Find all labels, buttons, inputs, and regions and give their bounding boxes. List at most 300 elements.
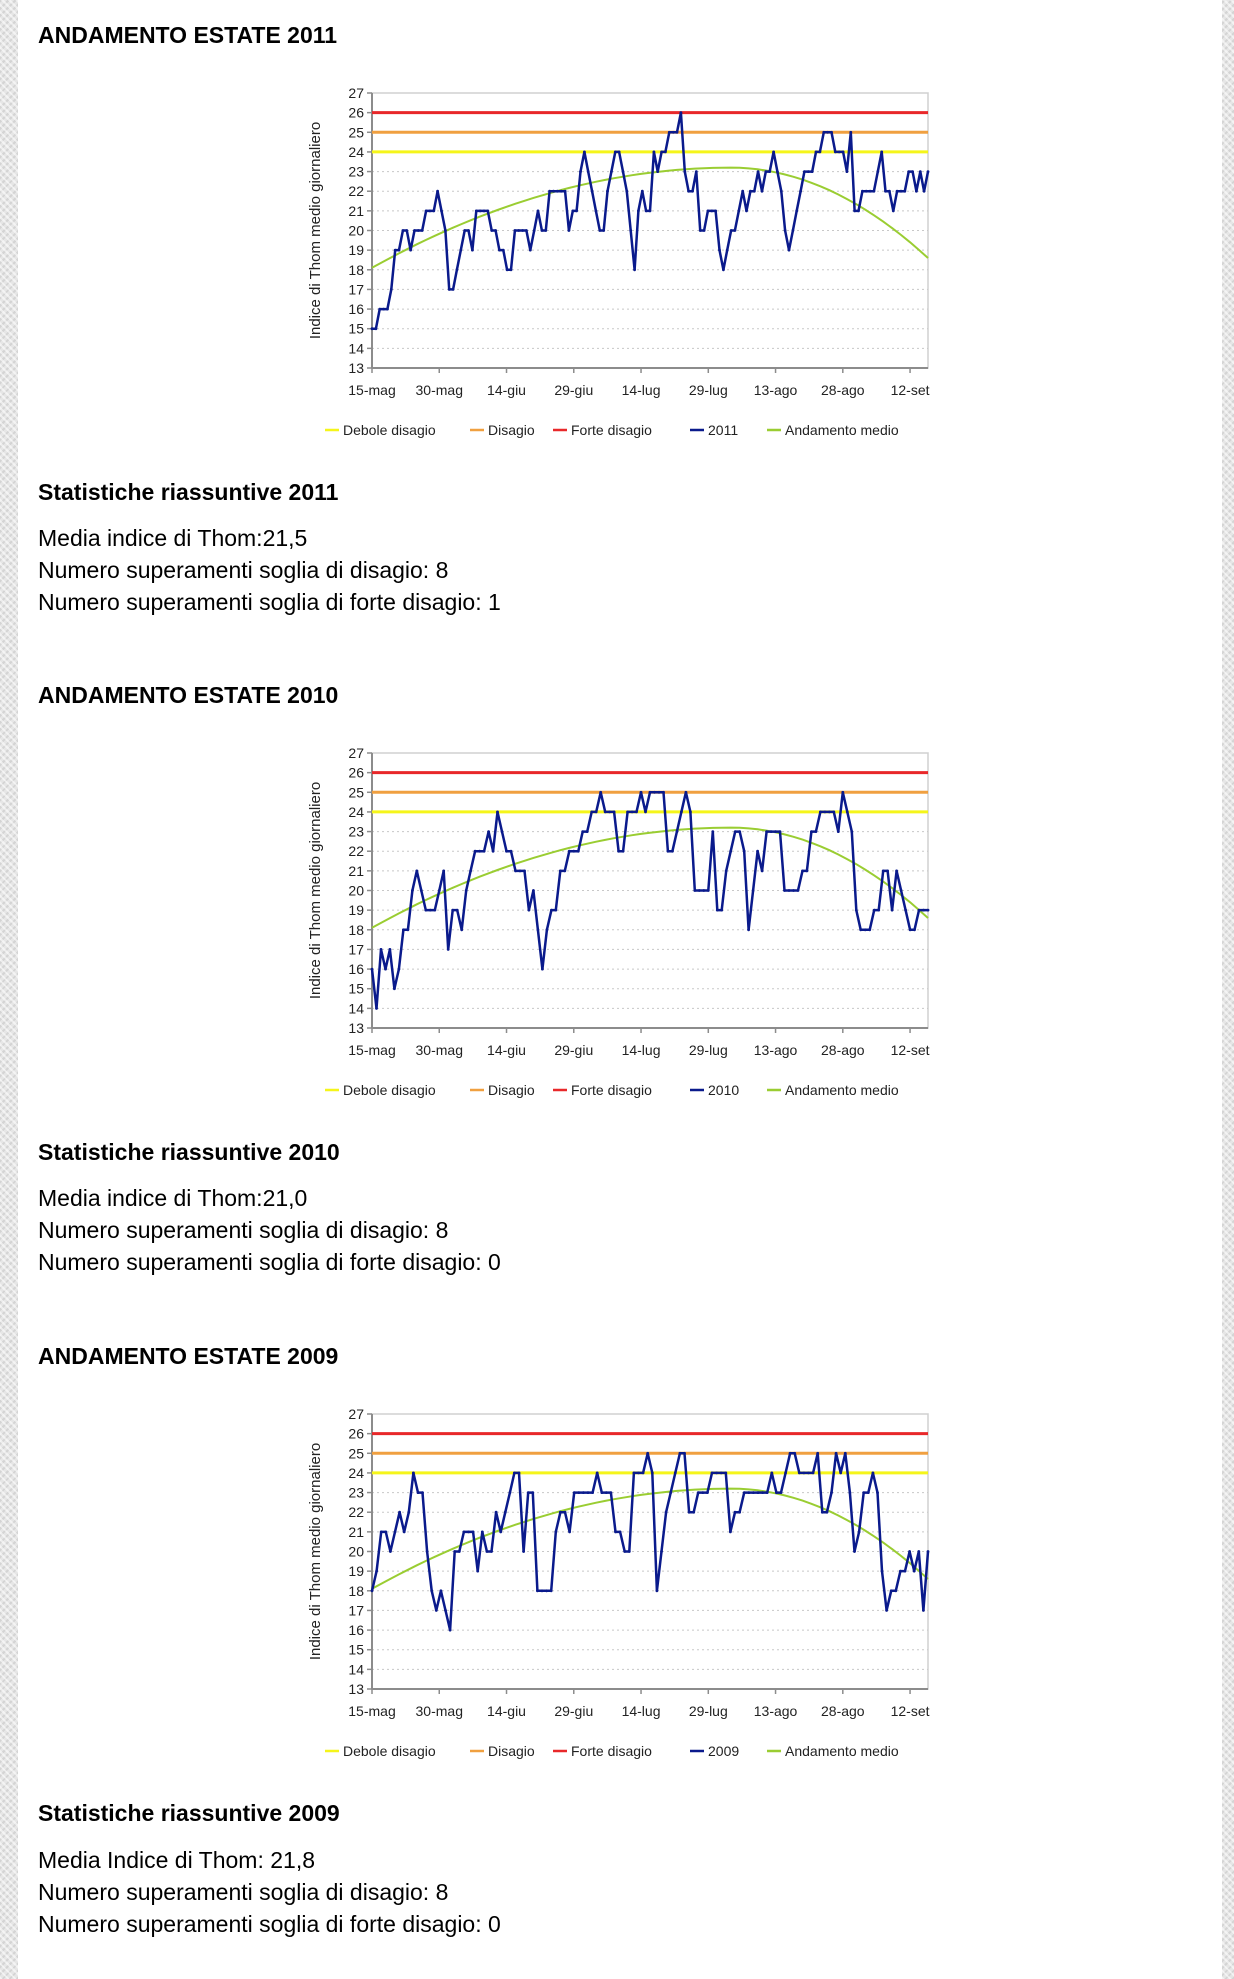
- data-point: [407, 1511, 410, 1514]
- y-tick-label: 26: [348, 764, 364, 781]
- data-point: [838, 151, 841, 154]
- data-point: [421, 1491, 424, 1494]
- data-point: [765, 830, 768, 833]
- data-point: [463, 229, 466, 232]
- data-point: [915, 190, 918, 193]
- data-point: [564, 190, 567, 193]
- data-point: [864, 928, 867, 931]
- data-point: [417, 1491, 420, 1494]
- y-tick-label: 20: [348, 222, 364, 239]
- data-point: [772, 151, 775, 154]
- data-point: [819, 151, 822, 154]
- data-point: [402, 928, 405, 931]
- data-point: [513, 1472, 516, 1475]
- data-point: [622, 170, 625, 173]
- legend-debole-disagio: [325, 1743, 436, 1759]
- data-point: [927, 170, 930, 173]
- data-point: [803, 1472, 806, 1475]
- y-tick-label: 21: [348, 1523, 364, 1540]
- data-point: [371, 1589, 374, 1592]
- data-point: [876, 170, 879, 173]
- y-tick-label: 19: [348, 1563, 364, 1580]
- data-point: [922, 909, 925, 912]
- data-point: [734, 830, 737, 833]
- data-point: [403, 1531, 406, 1534]
- data-point: [606, 190, 609, 193]
- data-point: [907, 170, 910, 173]
- data-point: [456, 909, 459, 912]
- data-point: [830, 131, 833, 134]
- data-point: [459, 249, 462, 252]
- legend-label: Disagio: [488, 1743, 535, 1759]
- data-point: [651, 1472, 654, 1475]
- data-point: [444, 1609, 447, 1612]
- data-point: [384, 968, 387, 971]
- data-point: [649, 210, 652, 213]
- legend-disagio: [470, 1082, 535, 1098]
- data-point: [904, 909, 907, 912]
- y-tick-label: 26: [348, 104, 364, 121]
- legend-label: Debole disagio: [343, 422, 436, 438]
- data-point: [451, 909, 454, 912]
- x-tick-label: 14-lug: [621, 1042, 661, 1058]
- data-point: [536, 1589, 539, 1592]
- data-point: [795, 210, 798, 213]
- data-point: [440, 210, 443, 213]
- data-point: [927, 1550, 930, 1553]
- x-tick-label: 30-mag: [415, 382, 463, 398]
- data-point: [830, 1491, 833, 1494]
- data-point: [837, 830, 840, 833]
- data-point: [835, 1452, 838, 1455]
- legend-label: 2009: [708, 1743, 740, 1759]
- data-point: [622, 850, 625, 853]
- data-point: [623, 1550, 626, 1553]
- data-point: [922, 1609, 925, 1612]
- data-point: [667, 850, 670, 853]
- data-point: [788, 249, 791, 252]
- data-point: [890, 1589, 893, 1592]
- legend-label: Forte disagio: [571, 422, 652, 438]
- data-point: [768, 170, 771, 173]
- data-point: [469, 870, 472, 873]
- data-point: [572, 850, 575, 853]
- data-point: [842, 151, 845, 154]
- data-point: [734, 229, 737, 232]
- data-point: [378, 308, 381, 311]
- legend-andamento-medio: [767, 1082, 899, 1098]
- data-point: [779, 830, 782, 833]
- data-point: [560, 190, 563, 193]
- data-point: [476, 1570, 479, 1573]
- data-point: [487, 830, 490, 833]
- data-point: [859, 928, 862, 931]
- data-point: [541, 968, 544, 971]
- data-point: [741, 190, 744, 193]
- data-point: [577, 850, 580, 853]
- data-point: [527, 1491, 530, 1494]
- data-point: [475, 210, 478, 213]
- legend-forte-disagio: [553, 422, 652, 438]
- x-tick-label: 30-mag: [415, 1703, 463, 1719]
- data-point: [685, 791, 688, 794]
- data-point: [695, 170, 698, 173]
- data-point: [689, 811, 692, 814]
- data-point: [494, 229, 497, 232]
- data-point: [405, 229, 408, 232]
- data-point: [766, 1491, 769, 1494]
- data-point: [918, 909, 921, 912]
- y-tick-label: 15: [348, 1641, 364, 1658]
- y-tick-label: 25: [348, 784, 364, 801]
- section-title-2009: ANDAMENTO ESTATE 2009: [38, 1343, 339, 1369]
- data-point: [726, 249, 729, 252]
- data-point: [761, 1491, 764, 1494]
- data-point: [398, 1511, 401, 1514]
- data-point: [846, 811, 849, 814]
- data-point: [483, 850, 486, 853]
- data-point: [715, 1472, 718, 1475]
- data-point: [568, 850, 571, 853]
- legend-disagio: [470, 422, 535, 438]
- data-point: [668, 131, 671, 134]
- data-point: [389, 948, 392, 951]
- data-point: [801, 870, 804, 873]
- data-point: [798, 1472, 801, 1475]
- data-point: [671, 850, 674, 853]
- data-point: [676, 830, 679, 833]
- data-point: [789, 1452, 792, 1455]
- chart-2009: [300, 1391, 940, 1771]
- data-point: [608, 811, 611, 814]
- y-tick-label: 16: [348, 961, 364, 978]
- y-tick-label: 22: [348, 1504, 364, 1521]
- data-point: [911, 170, 914, 173]
- data-point: [380, 948, 383, 951]
- x-tick-label: 28-ago: [821, 1703, 865, 1719]
- data-point: [917, 1550, 920, 1553]
- data-point: [707, 889, 710, 892]
- legend-label: Andamento medio: [785, 422, 899, 438]
- data-point: [371, 327, 374, 330]
- data-point: [701, 1491, 704, 1494]
- y-tick-label: 27: [348, 85, 364, 101]
- data-point: [591, 190, 594, 193]
- data-point: [747, 928, 750, 931]
- y-tick-label: 14: [348, 1661, 364, 1678]
- data-point: [784, 229, 787, 232]
- data-point: [896, 190, 899, 193]
- data-point: [895, 870, 898, 873]
- data-point: [501, 830, 504, 833]
- data-point: [861, 190, 864, 193]
- data-point: [438, 889, 441, 892]
- data-point: [637, 210, 640, 213]
- y-tick-label: 18: [348, 261, 364, 278]
- data-point: [776, 170, 779, 173]
- data-point: [628, 1550, 631, 1553]
- x-tick-label: 14-lug: [621, 382, 661, 398]
- data-point: [529, 249, 532, 252]
- data-point: [775, 1491, 778, 1494]
- data-point: [452, 288, 455, 291]
- data-point: [502, 249, 505, 252]
- data-point: [844, 1452, 847, 1455]
- data-point: [600, 1491, 603, 1494]
- data-point: [426, 1550, 429, 1553]
- data-point: [453, 1550, 456, 1553]
- data-point: [774, 830, 777, 833]
- data-point: [496, 811, 499, 814]
- data-point: [803, 170, 806, 173]
- data-point: [888, 190, 891, 193]
- stats-title-2010: Statistiche riassuntive 2010: [38, 1139, 340, 1165]
- data-point: [537, 210, 540, 213]
- data-point: [826, 131, 829, 134]
- data-point: [375, 327, 378, 330]
- data-point: [807, 170, 810, 173]
- data-point: [444, 229, 447, 232]
- data-point: [824, 811, 827, 814]
- data-point: [614, 1531, 617, 1534]
- legend-series: [690, 422, 738, 438]
- data-point: [729, 1531, 732, 1534]
- data-point: [626, 811, 629, 814]
- data-point: [471, 249, 474, 252]
- data-point: [815, 830, 818, 833]
- data-point: [394, 249, 397, 252]
- data-point: [757, 170, 760, 173]
- data-point: [706, 1491, 709, 1494]
- data-point: [390, 288, 393, 291]
- data-point: [398, 968, 401, 971]
- y-tick-label: 22: [348, 843, 364, 860]
- data-point: [509, 1491, 512, 1494]
- data-point: [900, 889, 903, 892]
- data-point: [873, 190, 876, 193]
- data-point: [642, 1472, 645, 1475]
- data-point: [519, 870, 522, 873]
- data-point: [483, 210, 486, 213]
- legend-disagio: [470, 1743, 535, 1759]
- data-point: [903, 190, 906, 193]
- data-point: [656, 1589, 659, 1592]
- data-point: [411, 889, 414, 892]
- data-point: [432, 210, 435, 213]
- x-tick-label: 13-ago: [753, 1703, 798, 1719]
- legend-label: 2010: [708, 1082, 740, 1098]
- data-point: [815, 151, 818, 154]
- data-point: [660, 151, 663, 154]
- data-point: [440, 1589, 443, 1592]
- data-point: [618, 151, 621, 154]
- data-point: [683, 170, 686, 173]
- x-tick-label: 28-ago: [821, 1042, 865, 1058]
- data-point: [619, 1531, 622, 1534]
- data-point: [490, 1550, 493, 1553]
- data-point: [521, 229, 524, 232]
- x-tick-label: 29-giu: [554, 1042, 594, 1058]
- x-tick-label: 12-set: [890, 1703, 930, 1719]
- data-point: [757, 1491, 760, 1494]
- x-tick-label: 29-lug: [688, 1042, 728, 1058]
- data-point: [867, 1491, 870, 1494]
- data-point: [449, 1629, 452, 1632]
- legend-label: Andamento medio: [785, 1082, 899, 1098]
- data-point: [692, 1511, 695, 1514]
- data-point: [784, 1472, 787, 1475]
- data-point: [598, 229, 601, 232]
- data-point: [834, 151, 837, 154]
- data-point: [472, 1531, 475, 1534]
- data-point: [792, 889, 795, 892]
- data-point: [582, 1491, 585, 1494]
- data-point: [552, 190, 555, 193]
- y-tick-label: 16: [348, 1622, 364, 1639]
- data-point: [770, 1472, 773, 1475]
- data-point: [734, 1511, 737, 1514]
- data-point: [550, 1589, 553, 1592]
- data-point: [435, 1609, 438, 1612]
- data-point: [711, 830, 714, 833]
- data-point: [710, 210, 713, 213]
- data-point: [882, 870, 885, 873]
- data-point: [669, 1491, 672, 1494]
- data-point: [575, 210, 578, 213]
- data-point: [610, 1491, 613, 1494]
- data-point: [448, 288, 451, 291]
- data-point: [637, 1472, 640, 1475]
- data-point: [417, 229, 420, 232]
- data-point: [761, 190, 764, 193]
- data-point: [913, 928, 916, 931]
- x-tick-label: 15-mag: [348, 1042, 396, 1058]
- x-tick-label: 12-set: [890, 1042, 930, 1058]
- data-point: [629, 229, 632, 232]
- data-point: [420, 889, 423, 892]
- data-point: [752, 1491, 755, 1494]
- data-point: [429, 210, 432, 213]
- data-point: [595, 811, 598, 814]
- data-point: [822, 131, 825, 134]
- y-tick-label: 27: [348, 1406, 364, 1422]
- data-point: [849, 1491, 852, 1494]
- y-tick-label: 20: [348, 1543, 364, 1560]
- data-point: [793, 1452, 796, 1455]
- data-point: [532, 889, 535, 892]
- data-point: [393, 987, 396, 990]
- data-point: [665, 1511, 668, 1514]
- data-point: [876, 1491, 879, 1494]
- data-point: [737, 210, 740, 213]
- data-point: [919, 170, 922, 173]
- data-point: [826, 1511, 829, 1514]
- data-point: [780, 1491, 783, 1494]
- data-point: [810, 830, 813, 833]
- plot-area: [372, 93, 928, 368]
- legend-andamento-medio: [767, 1743, 899, 1759]
- data-point: [409, 249, 412, 252]
- stats-forte-disagio-2009: Numero superamenti soglia di forte disagio: 0: [38, 1911, 501, 1937]
- data-point: [436, 190, 439, 193]
- y-tick-label: 13: [348, 1020, 364, 1036]
- data-point: [899, 1570, 902, 1573]
- stats-disagio-2011: Numero superamenti soglia di disagio: 8: [38, 557, 449, 583]
- data-point: [506, 268, 509, 271]
- data-point: [855, 909, 858, 912]
- data-point: [865, 190, 868, 193]
- data-point: [581, 830, 584, 833]
- data-point: [707, 210, 710, 213]
- data-point: [380, 1531, 383, 1534]
- data-point: [819, 811, 822, 814]
- data-point: [433, 909, 436, 912]
- data-point: [590, 811, 593, 814]
- data-point: [752, 889, 755, 892]
- data-point: [664, 151, 667, 154]
- data-point: [559, 870, 562, 873]
- y-tick-label: 18: [348, 921, 364, 938]
- data-point: [702, 889, 705, 892]
- data-point: [631, 811, 634, 814]
- data-point: [891, 909, 894, 912]
- x-tick-label: 14-giu: [487, 1042, 526, 1058]
- data-point: [756, 850, 759, 853]
- data-point: [573, 1491, 576, 1494]
- data-point: [479, 210, 482, 213]
- data-point: [676, 131, 679, 134]
- y-tick-label: 13: [348, 360, 364, 376]
- data-point: [691, 190, 694, 193]
- y-tick-label: 14: [348, 1000, 364, 1017]
- data-point: [792, 229, 795, 232]
- legend-label: Debole disagio: [343, 1743, 436, 1759]
- x-tick-label: 14-giu: [487, 1703, 526, 1719]
- data-point: [577, 1491, 580, 1494]
- y-tick-label: 21: [348, 202, 364, 219]
- data-point: [523, 870, 526, 873]
- legend-label: Forte disagio: [571, 1082, 652, 1098]
- data-point: [604, 811, 607, 814]
- data-point: [375, 1007, 378, 1010]
- data-point: [674, 1472, 677, 1475]
- data-point: [646, 1452, 649, 1455]
- data-point: [881, 1570, 884, 1573]
- data-point: [599, 791, 602, 794]
- data-point: [853, 1550, 856, 1553]
- data-point: [753, 190, 756, 193]
- data-point: [872, 1472, 875, 1475]
- data-point: [478, 850, 481, 853]
- data-point: [447, 948, 450, 951]
- data-point: [633, 1472, 636, 1475]
- legend-andamento-medio: [767, 422, 899, 438]
- data-point: [743, 1491, 746, 1494]
- x-tick-label: 15-mag: [348, 1703, 396, 1719]
- data-point: [662, 791, 665, 794]
- data-point: [649, 791, 652, 794]
- data-point: [579, 170, 582, 173]
- data-point: [811, 170, 814, 173]
- data-point: [658, 791, 661, 794]
- left-background-strip: [0, 0, 18, 1979]
- x-tick-label: 30-mag: [415, 1042, 463, 1058]
- data-point: [583, 151, 586, 154]
- data-point: [545, 1589, 548, 1592]
- data-point: [644, 811, 647, 814]
- data-point: [613, 811, 616, 814]
- data-point: [384, 1531, 387, 1534]
